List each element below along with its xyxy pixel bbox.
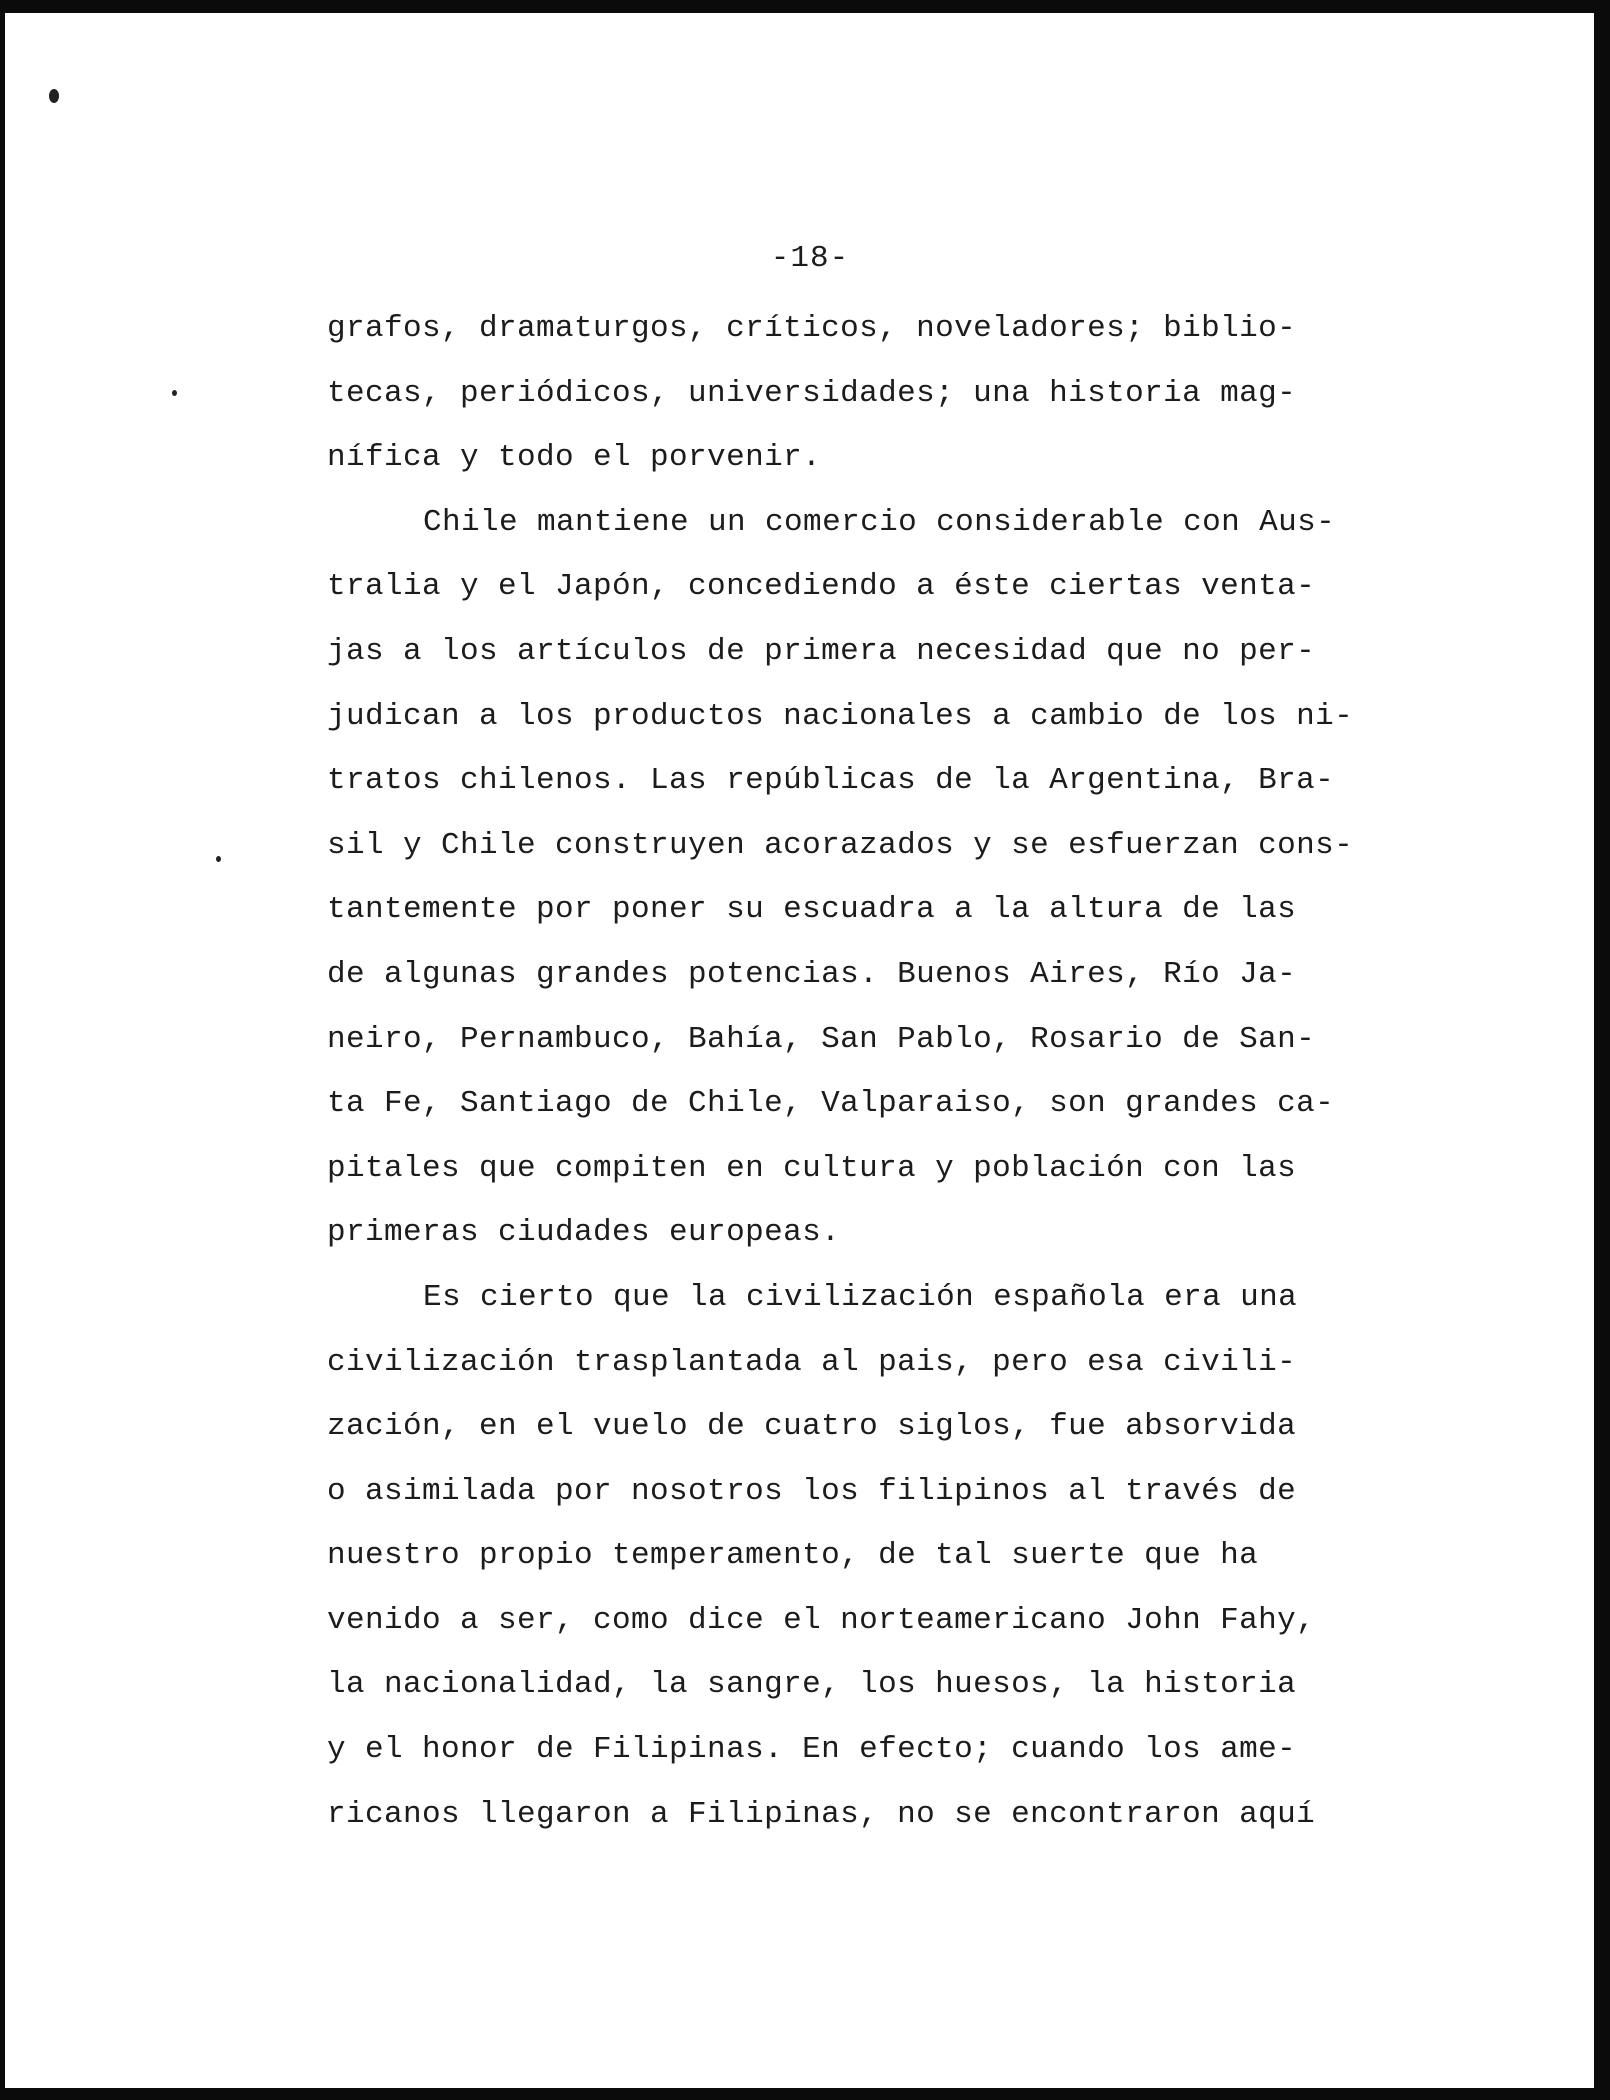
- text-line: Chile mantiene un comercio considerable con Aus-: [423, 504, 1336, 540]
- ink-speck: [49, 89, 59, 103]
- typed-text-body: [327, 297, 1367, 1847]
- text-line: sil y Chile construyen acorazados y se esfuerzan cons-: [327, 827, 1354, 863]
- text-line: Es cierto que la civilización española era una: [423, 1279, 1298, 1315]
- text-line: pitales que compiten en cultura y población con las: [327, 1150, 1297, 1186]
- text-line: tantemente por poner su escuadra a la altura de las: [327, 892, 1297, 928]
- text-line: jas a los artículos de primera necesidad que no per-: [327, 633, 1316, 669]
- text-line: venido a ser, como dice el norteamericano John Fahy,: [327, 1602, 1316, 1638]
- text-line: o asimilada por nosotros los filipinos al través de: [327, 1473, 1297, 1509]
- text-line: y el honor de Filipinas. En efecto; cuando los ame-: [327, 1732, 1297, 1768]
- text-line: nífica y todo el porvenir.: [327, 440, 822, 476]
- text-line: grafos, dramaturgos, críticos, noveladores; biblio-: [327, 311, 1297, 346]
- text-line: primeras ciudades europeas.: [327, 1215, 841, 1251]
- text-line: tratos chilenos. Las repúblicas de la Argentina, Bra-: [327, 763, 1335, 799]
- text-line: la nacionalidad, la sangre, los huesos, la historia: [327, 1667, 1297, 1703]
- text-line: tralia y el Japón, concediendo a éste ciertas venta-: [327, 569, 1316, 605]
- text-line: judican a los productos nacionales a cambio de los ni-: [327, 698, 1354, 734]
- text-line: zación, en el vuelo de cuatro siglos, fue absorvida: [327, 1409, 1297, 1445]
- text-line: nuestro propio temperamento, de tal suerte que ha: [327, 1538, 1259, 1574]
- text-line: de algunas grandes potencias. Buenos Aires, Río Ja-: [327, 956, 1297, 992]
- text-line: tecas, periódicos, universidades; una historia mag-: [327, 375, 1297, 411]
- page-number: -18-: [770, 241, 850, 276]
- text-line: neiro, Pernambuco, Bahía, San Pablo, Rosario de San-: [327, 1021, 1316, 1057]
- text-line: civilización trasplantada al pais, pero esa civili-: [327, 1344, 1297, 1380]
- text-line: ta Fe, Santiago de Chile, Valparaiso, son grandes ca-: [327, 1086, 1335, 1122]
- ink-speck: [216, 856, 221, 862]
- text-line: ricanos llegaron a Filipinas, no se encontraron aquí: [327, 1796, 1316, 1832]
- ink-speck: [172, 390, 177, 396]
